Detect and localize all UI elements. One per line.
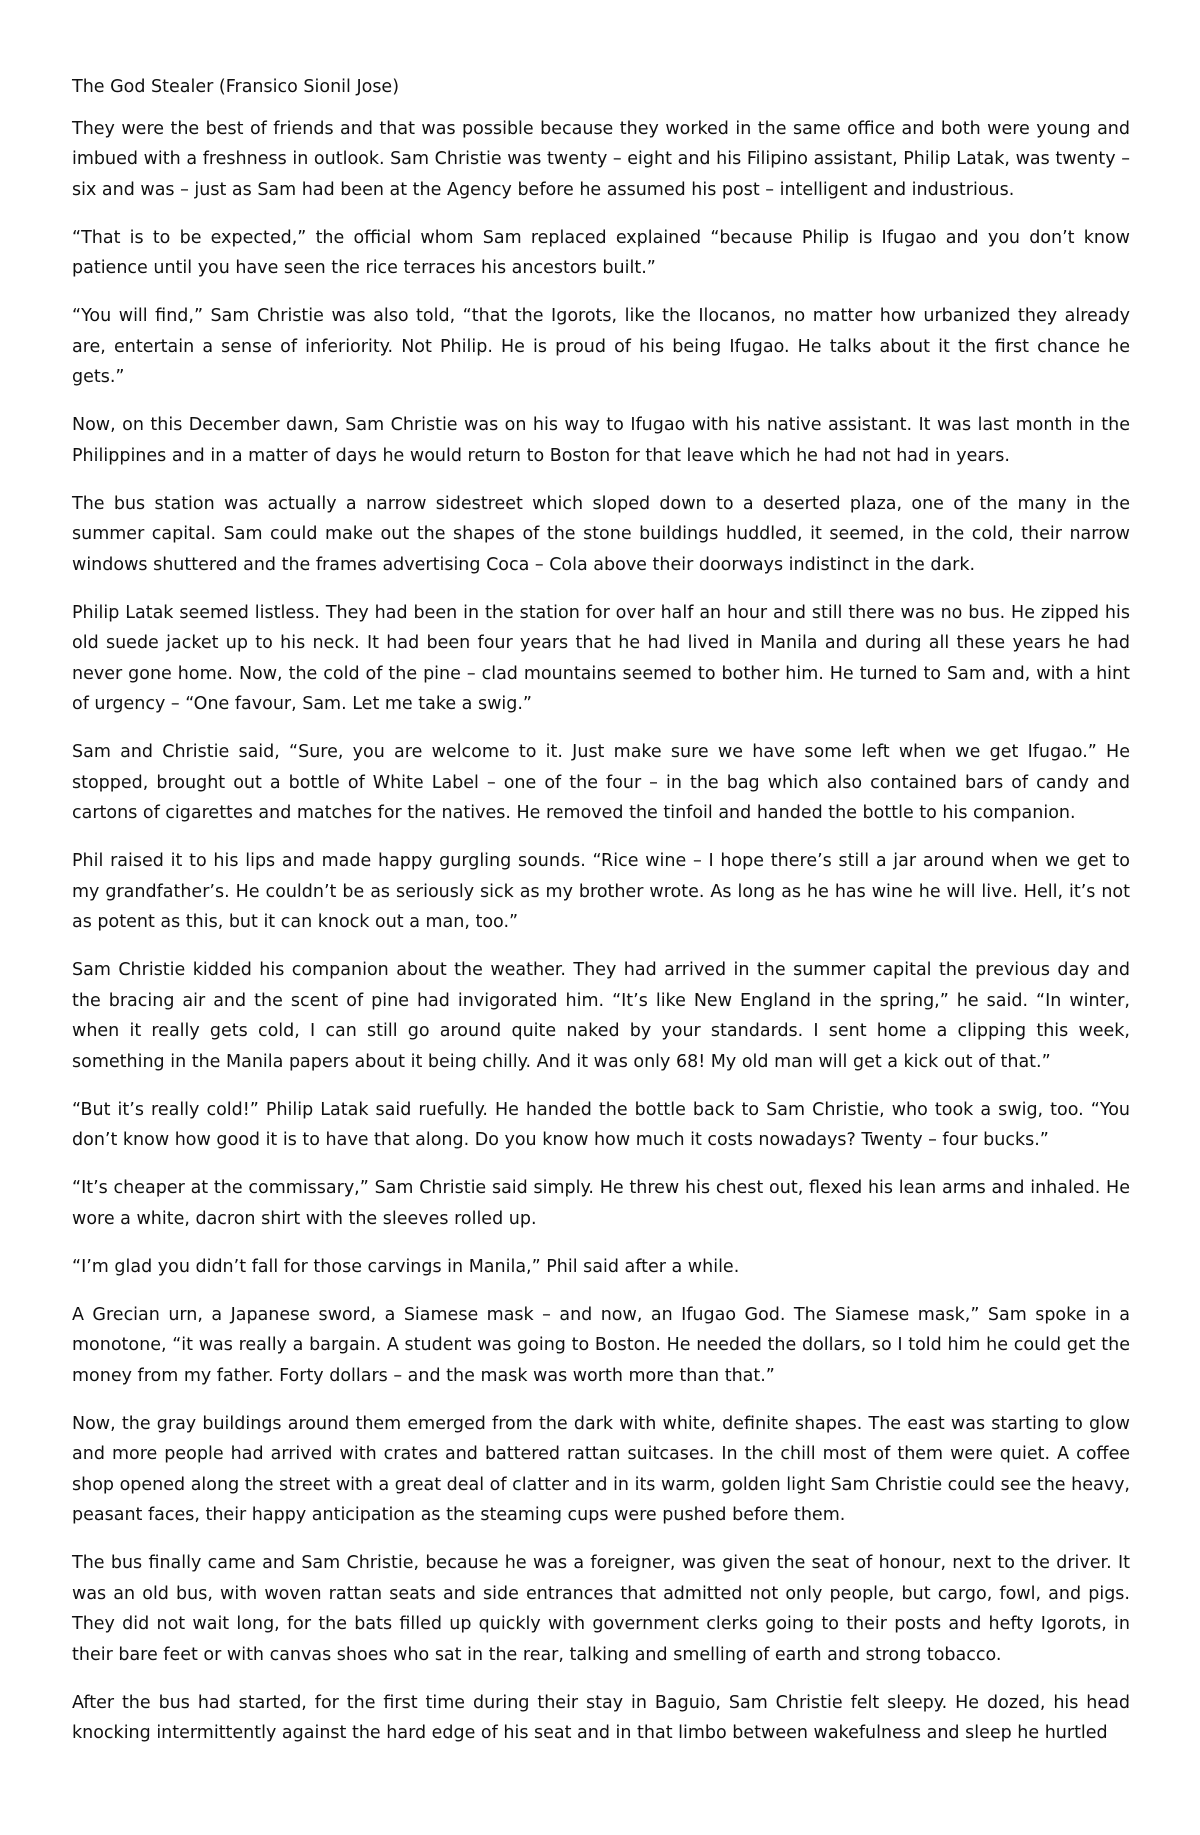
paragraph: The bus finally came and Sam Christie, because he was a foreigner, was given the seat of honour, next to the driver. It was an old bus, with woven rattan seats and side entrances that admitted not only people, but cargo, fowl, and pigs. They did not wait long, for the bats filled up quickly with government clerks going to their posts and hefty Igorots, in their bare feet or with canvas shoes who sat in the rear, talking and smelling of earth and strong tobacco. [72,1553,1130,1665]
paragraph: “You will find,” Sam Christie was also told, “that the Igorots, like the Ilocanos, no matter how urbanized they already are, entertain a sense of inferiority. Not Philip. He is proud of his being Ifugao. He talks about it the first chance he gets.” [72,306,1130,387]
paragraph: They were the best of friends and that was possible because they worked in the same office and both were young and imbued with a freshness in outlook. Sam Christie was twenty – eight and his Filipino assistant, Philip Latak, was twenty – six and was – just as Sam had been at the Agency before he assumed his post – intelligent and industrious. [72,118,1130,200]
paragraph: After the bus had started, for the first time during their stay in Baguio, Sam Christie felt sleepy. He dozed, his head knocking intermittently against the hard edge of his seat and in that limbo between wakefulness and sleep he hurtled [72,1692,1130,1743]
paragraph: Sam and Christie said, “Sure, you are welcome to it. Just make sure we have some left when we get Ifugao.” He stopped, brought out a bottle of White Label – one of the four – in the bag which also contained bars of candy and cartons of cigarettes and matches for the natives. He removed the tinfoil and handed the bottle to his companion. [72,742,1130,823]
paragraph: Sam Christie kidded his companion about the weather. They had arrived in the summer capital the previous day and the bracing air and the scent of pine had invigorated him. “It’s like New England in the spring,” he said. “In winter, when it really gets cold, I can still go around quite naked by your standards. I sent home a clipping this week, something in the Manila papers about it being chilly. And it was only 68! My old man will get a kick out of that.” [72,960,1130,1072]
paragraph: “I’m glad you didn’t fall for those carvings in Manila,” Phil said after a while. [72,1256,740,1277]
document-page [72,72,1130,1749]
paragraph: Phil raised it to his lips and made happy gurgling sounds. “Rice wine – I hope there’s still a jar around when we get to my grandfather’s. He couldn’t be as seriously sick as my brother wrote. As long as he has wine he will live. Hell, it’s not as potent as this, but it can knock out a man, too.” [72,851,1130,932]
paragraph: A Grecian urn, a Japanese sword, a Siamese mask – and now, an Ifugao God. The Siamese mask,” Sam spoke in a monotone, “it was really a bargain. A student was going to Boston. He needed the dollars, so I told him he could get the money from my father. Forty dollars – and the mask was worth more than that.” [72,1304,1130,1386]
paragraph: Philip Latak seemed listless. They had been in the station for over half an hour and still there was no bus. He zipped his old suede jacket up to his neck. It had been four years that he had lived in Manila and during all these years he had never gone home. Now, the cold of the pine – clad mountains seemed to bother him. He turned to Sam and, with a hint of urgency – “One favour, Sam. Let me take a swig.” [72,602,1130,714]
paragraph: Now, the gray buildings around them emerged from the dark with white, definite shapes. The east was starting to glow and more people had arrived with crates and battered rattan suitcases. In the chill most of them were quiet. A coffee shop opened along the street with a great deal of clatter and in its warm, golden light Sam Christie could see the heavy, peasant faces, their happy anticipation as the steaming cups were pushed before them. [72,1413,1130,1525]
paragraph: “But it’s really cold!” Philip Latak said ruefully. He handed the bottle back to Sam Christie, who took a swig, too. “You don’t know how good it is to have that along. Do you know how much it costs nowadays? Twenty – four bucks.” [72,1099,1130,1150]
document-title: The God Stealer (Fransico Sionil Jose) [72,77,400,97]
paragraph: “It’s cheaper at the commissary,” Sam Christie said simply. He threw his chest out, flexed his lean arms and inhaled. He wore a white, dacron shirt with the sleeves rolled up. [72,1178,1130,1229]
paragraph: Now, on this December dawn, Sam Christie was on his way to Ifugao with his native assistant. It was last month in the Philippines and in a matter of days he would return to Boston for that leave which he had not had in years. [72,415,1130,466]
paragraph: The bus station was actually a narrow sidestreet which sloped down to a deserted plaza, one of the many in the summer capital. Sam could make out the shapes of the stone buildings huddled, it seemed, in the cold, their narrow windows shuttered and the frames advertising Coca – Cola above their doorways indistinct in the dark. [72,493,1130,575]
paragraph: “That is to be expected,” the official whom Sam replaced explained “because Philip is Ifugao and you don’t know patience until you have seen the rice terraces his ancestors built.” [72,227,1130,278]
